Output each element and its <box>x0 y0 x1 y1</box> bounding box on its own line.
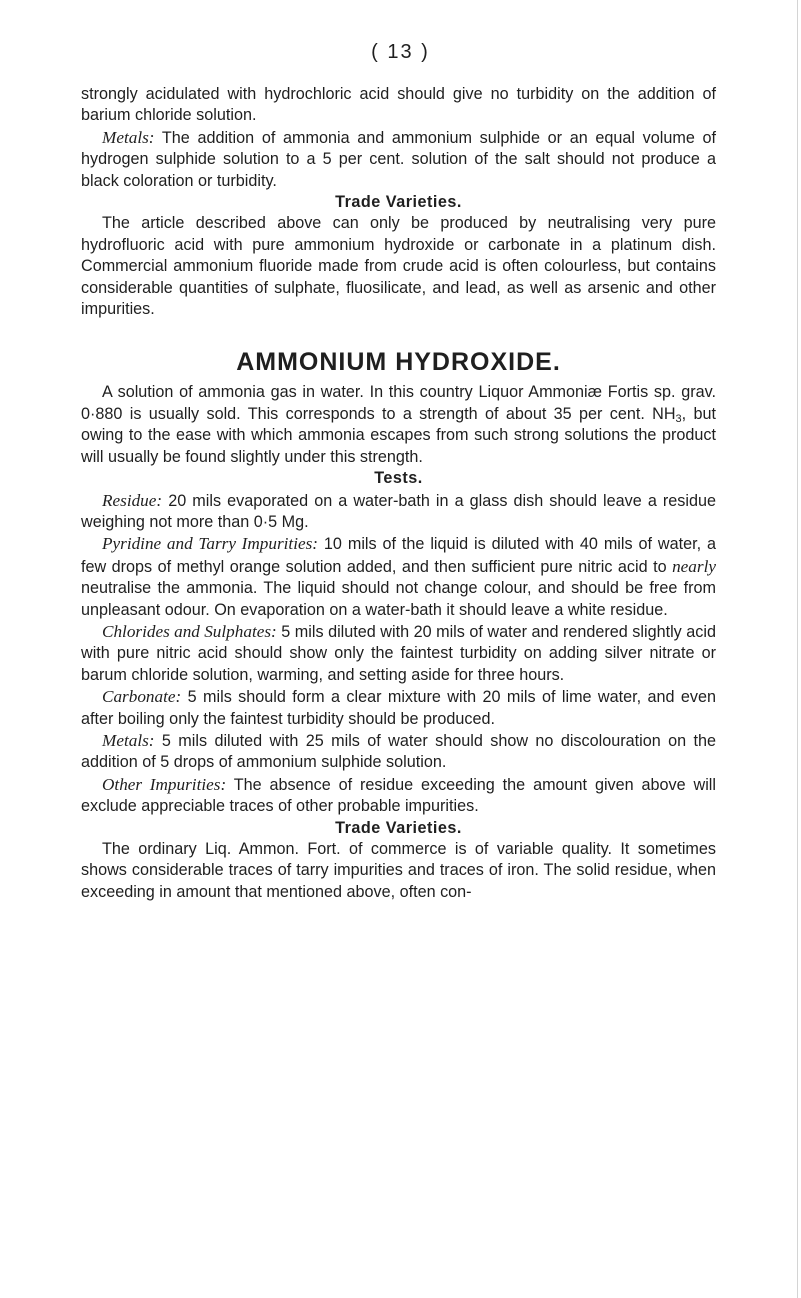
pyridine-test-label: Pyridine and Tarry Impurities: <box>102 534 319 554</box>
pyridine-test-paragraph: Pyridine and Tarry Impurities: 10 mils of the liquid is diluted with 40 mils of water, a few drops of methyl orange solution added, and then sufficient pure nitric acid to nearly neutralise the ammonia. The liquid should not change colour, and should be free from unpleasant odour. On evaporation on a water-bath it should leave a white residue. <box>81 534 716 619</box>
metals-test-label: Metals: <box>102 127 155 147</box>
trade-varieties-heading-1: Trade Varieties. <box>335 193 462 212</box>
trade-varieties-paragraph-1: The article described above can only be produced by neutralising very pure hydrofluoric acid with pure ammonium hydroxide or carbonate in a platinum dish. Commercial ammonium fluoride made from crude acid is often colourless, but contains considerable quantities of sulphate, fluosilicate, and lead, as well as arsenic and other impurities. <box>81 214 716 319</box>
chlorides-test-label: Chlorides and Sulphates: <box>102 621 277 641</box>
continued-paragraph: strongly acidulated with hydrochloric acid should give no turbidity on the addition of barium chloride solution. <box>81 85 716 125</box>
carbonate-test-paragraph <box>81 686 716 730</box>
trade-varieties-heading-2: Trade Varieties. <box>335 818 462 837</box>
emphasis-nearly: nearly <box>672 556 716 576</box>
intro-paragraph: A solution of ammonia gas in water. In this country Liquor Ammoniæ Fortis sp. grav. 0·880 is usually sold. This corresponds to a strength of about 35 per cent. $NH_3$, but owing to the ease with which ammonia escapes from such strong solutions the product will usually be found slightly under this strength. <box>81 383 717 466</box>
page-edge-line <box>797 0 798 1298</box>
tests-heading: Tests. <box>374 469 423 488</box>
metals-test-paragraph-2 <box>81 730 716 774</box>
page-number: ( 13 ) <box>371 41 430 63</box>
other-impurities-text: The absence of residue exceeding the amount given above will exclude appreciable traces of other probable impurities. <box>81 775 716 816</box>
metals-test-text: The addition of ammonia and ammonium sulphide or an equal volume of hydrogen sulphide solution to a 5 per cent. solution of the salt should not produce a black coloration or turbidity. <box>81 128 716 190</box>
residue-test-label: Residue: <box>102 490 163 510</box>
metals-test-label-2: Metals: <box>102 730 155 750</box>
metals-test-text-2: 5 mils diluted with 25 mils of water should show no discolouration on the addition of 5 drops of ammonium sulphide solution. <box>81 731 716 772</box>
carbonate-test-label: Carbonate: <box>102 687 182 707</box>
residue-test-paragraph <box>81 490 716 534</box>
chlorides-test-text: 5 mils diluted with 20 mils of water and rendered slightly acid with pure nitric acid should show only the faintest turbidity on adding silver nitrate or barum chloride solution, warming, and setting aside for three hours. <box>81 622 716 684</box>
residue-test-text: 20 mils evaporated on a water-bath in a glass dish should leave a residue weighing not more than 0·5 Mg. <box>81 491 716 531</box>
section-heading-ammonium-hydroxide: AMMONIUM HYDROXIDE. <box>236 348 561 377</box>
carbonate-test-text: 5 mils should form a clear mixture with 20 mils of lime water, and even after boiling only the faintest turbidity should be produced. <box>81 688 716 728</box>
page-body <box>81 84 716 903</box>
trade-varieties-paragraph-2: The ordinary Liq. Ammon. Fort. of commerce is of variable quality. It sometimes shows considerable traces of tarry impurities and traces of iron. The solid residue, when exceeding in amount that mentioned above, often con- <box>81 840 716 901</box>
chlorides-test-paragraph <box>81 621 716 686</box>
metals-test-paragraph <box>81 127 716 192</box>
other-impurities-label: Other Impurities: <box>102 774 227 794</box>
other-impurities-paragraph <box>81 774 716 818</box>
